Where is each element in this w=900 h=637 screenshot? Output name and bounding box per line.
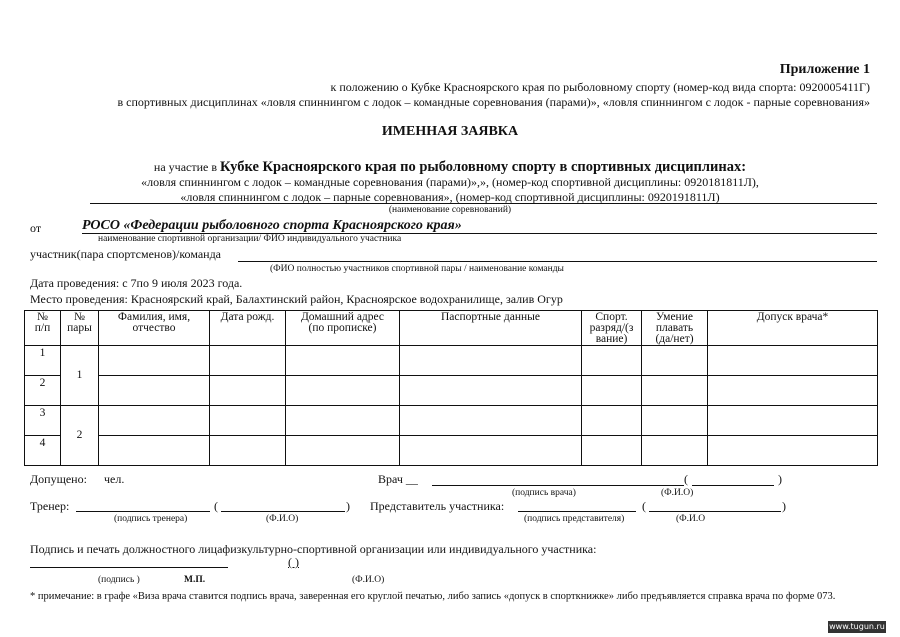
coach-label: Тренер: [30,499,70,513]
col-header-doctor: Допуск врача* [708,311,878,346]
stamp-place: М.П. [184,575,206,585]
col-header-pair: № пары [61,311,99,346]
table-header-row [25,311,878,346]
cell-name[interactable] [99,346,210,376]
coach-signature-caption: (подпись тренера) [114,514,188,524]
cell-address[interactable] [286,376,400,406]
col-header-rank: Спорт. разряд/(з вание) [582,311,642,346]
discipline-line-2: «ловля спиннингом с лодок – парные соревнования», (номер-код спортивной дисциплины: 0920191811Л) [180,190,720,204]
organization-signature-line[interactable] [30,567,228,568]
cell-swim[interactable] [642,406,708,436]
cell-doctor[interactable] [708,346,878,376]
cell-name[interactable] [99,436,210,466]
cell-birth[interactable] [210,346,286,376]
table-row [25,406,878,436]
cell-birth[interactable] [210,436,286,466]
cell-swim[interactable] [642,346,708,376]
appendix-title: Приложение 1 [779,62,870,77]
cell-birth[interactable] [210,406,286,436]
representative-label: Представитель участника: [370,499,505,513]
coach-signature-line[interactable] [76,511,210,512]
doctor-fio-line[interactable] [692,485,774,486]
cell-passport[interactable] [400,406,582,436]
document-title: ИМЕННАЯ ЗАЯВКА [381,124,519,139]
header-line-2: в спортивных дисциплинах «ловля спиннингом с лодок – командные соревнования (парами)», «ловля спиннингом с лодок - парные соревнования» [117,95,870,109]
admitted-label: Допущено: [30,472,87,486]
row-number: 4 [25,436,61,466]
col-header-swim: Умение плавать (да/нет) [642,311,708,346]
cell-doctor[interactable] [708,406,878,436]
row-number: 3 [25,406,61,436]
event-name: Кубке Красноярского края по рыболовному спорту в спортивных дисциплинах: [220,159,747,175]
table-row [25,436,878,466]
participant-underline [238,261,877,262]
event-date: Дата проведения: с 7по 9 июля 2023 года. [30,276,243,290]
col-header-passport: Паспортные данные [400,311,582,346]
footnote: * примечание: в графе «Виза врача ставится подпись врача, заверенная его круглой печатью, либо запись «допуск в спорткнижке» либо предъявляется справка врача по форме 073. [30,591,836,602]
doctor-open-bracket: ( [684,472,688,486]
cell-passport[interactable] [400,376,582,406]
doctor-close-bracket: ) [778,472,782,486]
representative-signature-caption: (подпись представителя) [524,514,625,524]
cell-passport[interactable] [400,346,582,376]
admitted-unit: чел. [104,472,125,486]
cell-doctor[interactable] [708,376,878,406]
table-row [25,376,878,406]
cell-swim[interactable] [642,376,708,406]
cell-birth[interactable] [210,376,286,406]
event-place: Место проведения: Красноярский край, Балахтинский район, Красноярское водохранилище, залив Огур [30,292,563,306]
participants-table [24,310,878,466]
cell-address[interactable] [286,406,400,436]
coach-fio-caption: (Ф.И.О) [266,514,299,524]
participation-line [0,158,900,176]
participant-label: участник(пара спортсменов)/команда [30,247,222,261]
cell-rank[interactable] [582,376,642,406]
representative-fio-line[interactable] [649,511,781,512]
cell-doctor[interactable] [708,436,878,466]
doctor-fio-caption: (Ф.И.О) [661,488,694,498]
site-watermark: www.tugun.ru [829,622,885,631]
cell-name[interactable] [99,376,210,406]
pair-number: 1 [61,346,99,406]
organization-fio-bracket[interactable]: ( ) [288,555,299,569]
coach-fio-line[interactable] [221,511,345,512]
participation-prefix: на участие в [153,160,220,174]
cell-rank[interactable] [582,406,642,436]
doctor-signature-line[interactable] [432,485,684,486]
organization-signature-caption: (подпись ) [98,575,140,585]
organization-signature-line-text: Подпись и печать должностного лицафизкультурно-спортивной организации или индивидуального участника: [30,542,597,556]
cell-rank[interactable] [582,436,642,466]
from-caption: наименование спортивной организации/ ФИО индивидуального участника [98,234,402,244]
cell-swim[interactable] [642,436,708,466]
organization-fio-caption: (Ф.И.О) [352,575,385,585]
col-header-num: № п/п [25,311,61,346]
discipline-line-1: «ловля спиннингом с лодок – командные соревнования (парами)»,», (номер-код спортивной дисциплины: 0920181811Л), [141,175,759,189]
row-number: 2 [25,376,61,406]
representative-fio-caption: (Ф.И.О [676,514,706,524]
from-organization: РОСО «Федерации рыболовного спорта Красноярского края» [82,218,462,233]
doctor-label: Врач __ [378,472,418,486]
cell-address[interactable] [286,346,400,376]
from-label: от [30,221,42,235]
col-header-name: Фамилия, имя, отчество [99,311,210,346]
cell-rank[interactable] [582,346,642,376]
cell-passport[interactable] [400,436,582,466]
cell-address[interactable] [286,436,400,466]
row-number: 1 [25,346,61,376]
pair-number: 2 [61,406,99,466]
col-header-address: Домашний адрес (по прописке) [286,311,400,346]
participant-caption: (ФИО полностью участников спортивной пары / наименование команды [270,264,564,274]
doctor-signature-caption: (подпись врача) [512,488,576,498]
representative-signature-line[interactable] [518,511,636,512]
header-line-1: к положению о Кубке Красноярского края по рыболовному спорту (номер-код вида спорта: 0920005411Г) [330,80,870,94]
cell-name[interactable] [99,406,210,436]
event-caption: (наименование соревнований) [388,205,512,215]
event-underline [90,203,877,204]
table-row [25,346,878,376]
col-header-birth: Дата рожд. [210,311,286,346]
